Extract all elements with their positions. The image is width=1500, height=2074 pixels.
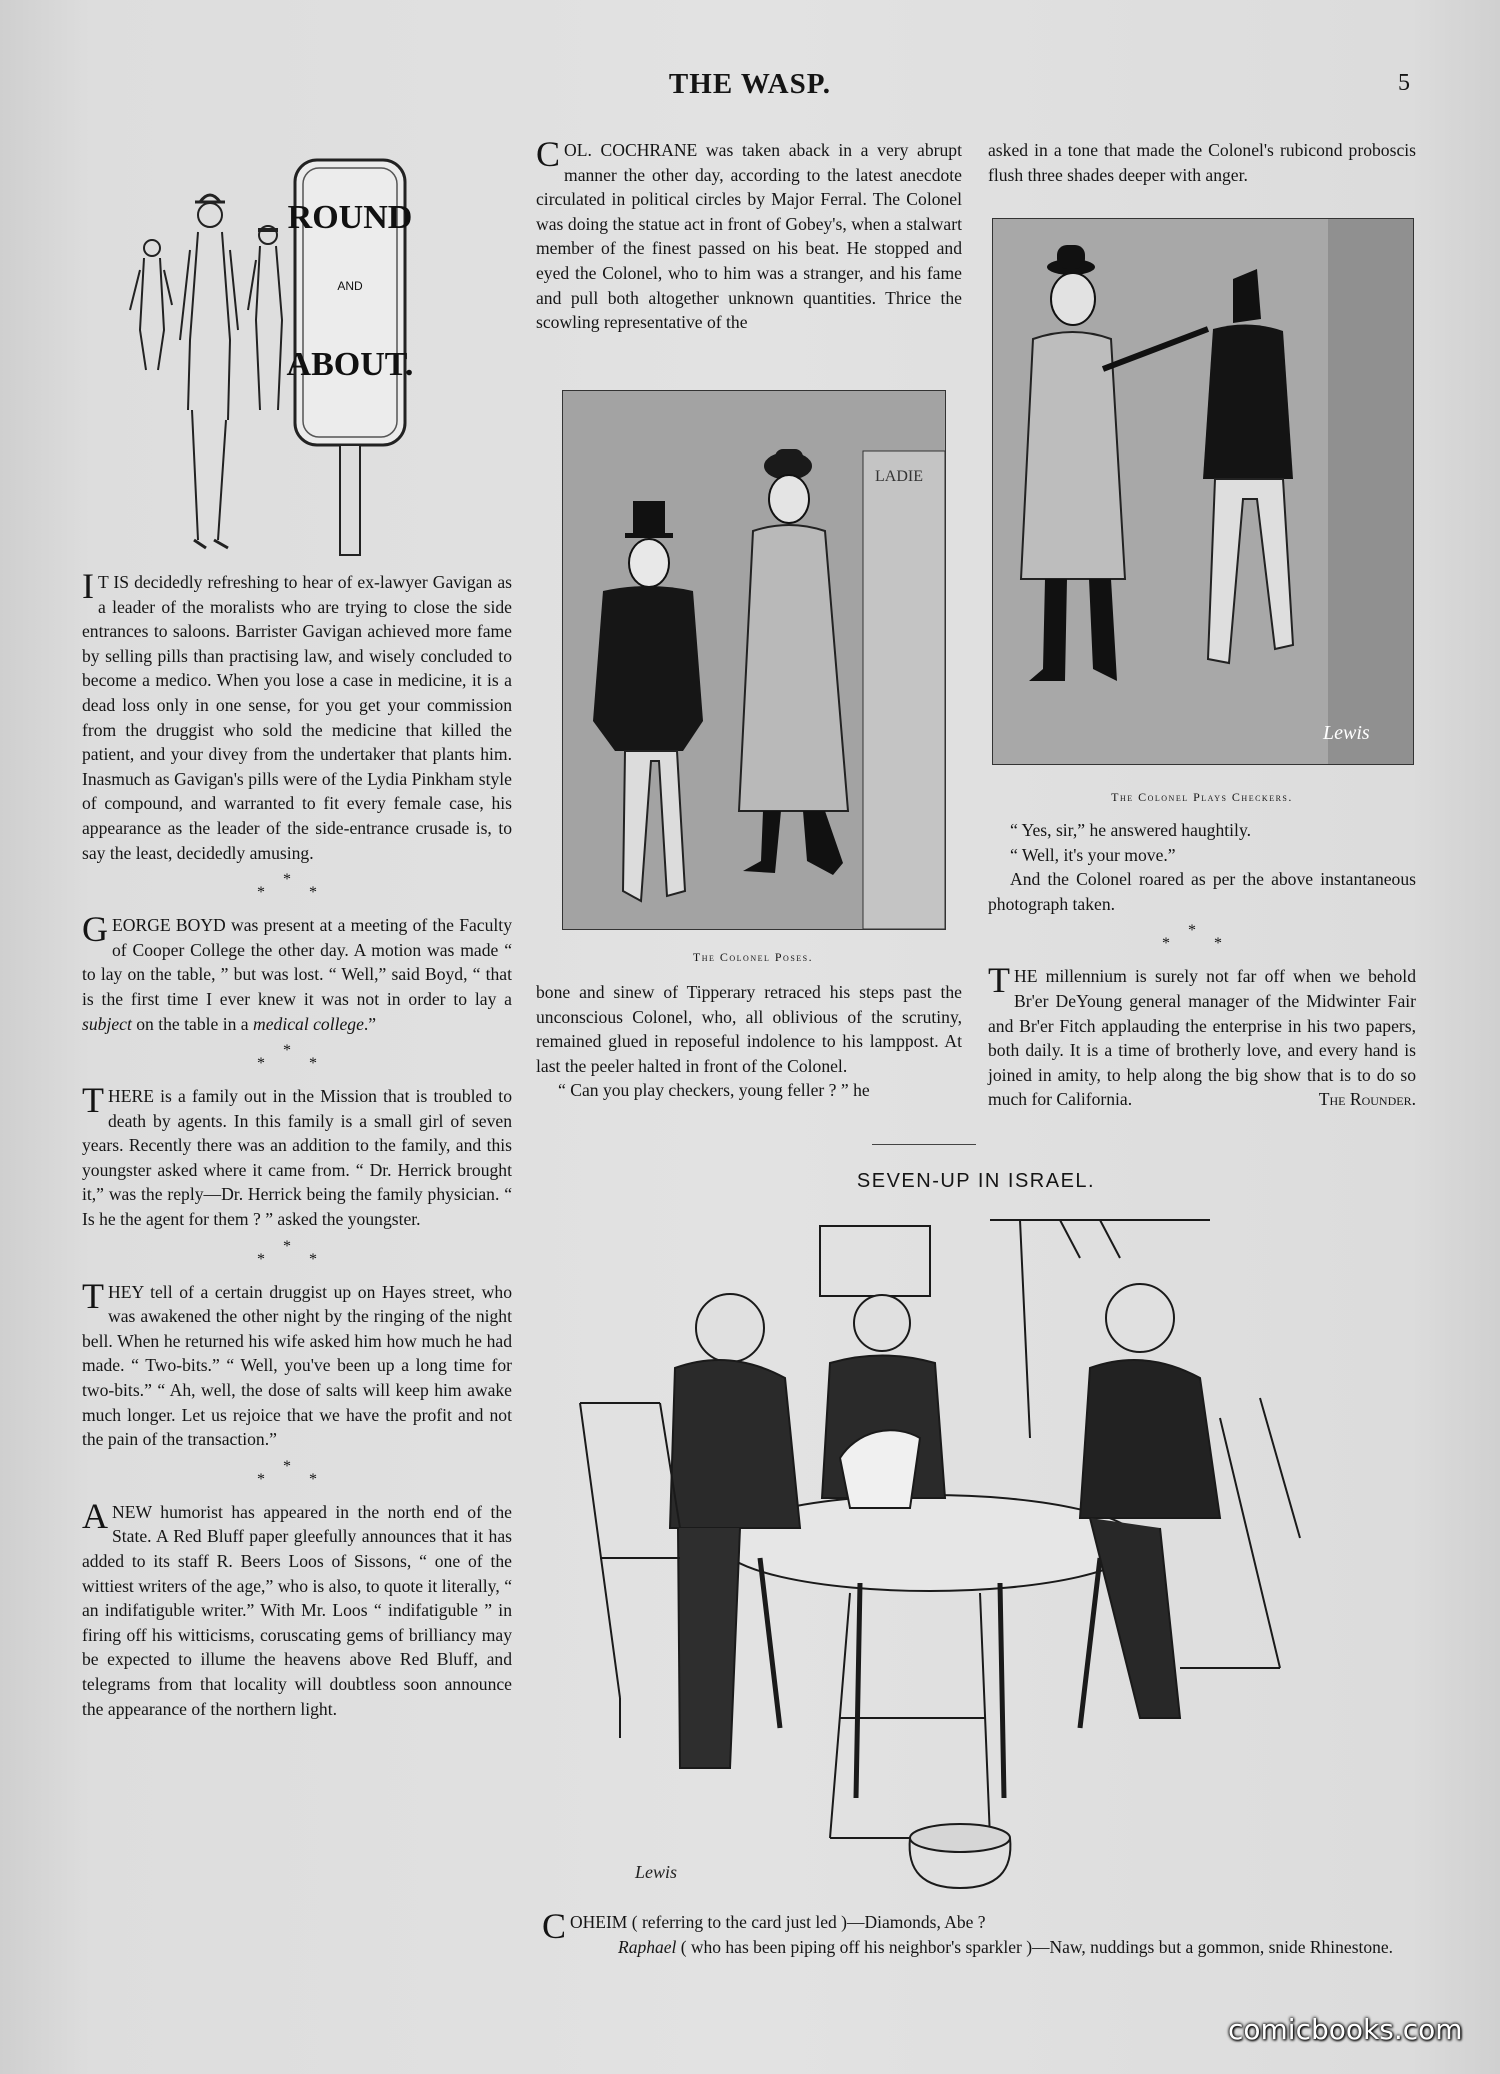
masthead-title: THE WASP. [668,68,832,100]
paragraph-text: NEW humorist has appeared in the north end of the State. A Red Bluff paper gleefully announces that it has added to its staff R. Beers Loos of Sissons, “ one of the wittiest writers of the age,” who is also, to quote it literally, “ an indifatiguble writer.” With Mr. Loos “ indifatiguble ” in firing off his witticisms, coruscating gems of brilliancy may be expected to illume the heavens above Red Bluff, and telegrams from that locality will doubtless soon announce the appearance of the northern light. [82,1501,512,1719]
page-number: 5 [1398,70,1410,96]
column-right-bottom [988,818,1416,1112]
colonel-poses-illustration [562,390,946,930]
paragraph-millennium [988,960,1416,1112]
paragraph-text: HEY tell of a certain druggist up on Hayes street, who was awakened the other night by the ringing of the night bell. When he returned his wife asked him how much he had made. “ Two-bits.” “ Well, you've been up a long time for two-bits.” “ Ah, well, the dose of salts will keep him awake much longer. Let us rejoice that we have the profit and not the pain of the transaction.” [82,1281,512,1450]
cartoon-caption [542,1906,1418,1959]
door-sign: LADIE [875,468,923,485]
paragraph-text: HERE is a family out in the Mission that is troubled to death by agents. In this family is a small girl of seven years. Recently there was an addition to the family, and this youngster asked where it came from. “ Dr. Herrick brought it,” was the reply—Dr. Herrick being the family physician. “ Is he the agent for them ? ” asked the youngster. [82,1086,512,1230]
paragraph-text: HE millennium is surely not far off when we behold Br'er DeYoung general manager of the Midwinter Fair and Br'er Fitch applauding the enterprise in his two papers, both daily. It is a time of brotherly love, and every hand is joined in amity, to help along the big show that is to do so much for California. [988,966,1416,1110]
section-divider: * * * [257,1457,337,1488]
paragraph-roared [988,867,1416,916]
caption-line-raphael [542,1935,1418,1960]
seven-up-cartoon [560,1198,1320,1908]
drop-cap: I [82,566,94,606]
round-and-about-illustration [110,140,430,560]
paragraph-text: “ Can you play checkers, young feller ? ” he [558,1080,870,1101]
drop-cap: C [536,134,561,174]
column-right-top [988,138,1416,187]
paragraph-your-move [988,843,1416,868]
column-middle-top [536,134,962,335]
colonel-checkers-illustration [992,218,1414,765]
column-middle-bottom [536,980,962,1103]
paragraph-tipperary [536,980,962,1078]
paragraph-text: on the table in a [131,1013,254,1034]
caption-colonel-checkers: The Colonel Plays Checkers. [1111,790,1293,804]
italic-text: subject [82,1013,132,1034]
cartoon-artist-signature: Lewis [635,1862,678,1882]
column-left [82,566,512,1721]
caption-line-coheim [542,1906,1418,1946]
section-divider: * * * [257,1042,337,1073]
paragraph-text: asked in a tone that made the Colonel's rubicond proboscis flush three shades deeper with anger. [988,140,1416,185]
paragraph-cochrane [536,134,962,335]
paragraph-humorist [82,1495,512,1721]
signature-rounder: The Rounder. [1318,1089,1416,1110]
drop-cap: T [82,1275,104,1316]
paragraph-mission-family [82,1080,512,1232]
paragraph-text: “ Yes, sir,” he answered haughtily. [1010,820,1251,840]
sign-round: ROUND [287,199,413,236]
watermark: comicbooks.com [1228,2013,1463,2046]
caption-text: ( who has been piping off his neighbor's sparkler )—Naw, nuddings but a gommon, snide Rhinestone. [676,1936,1394,1957]
divider-rule [872,1144,976,1145]
paragraph-text: .” [363,1013,377,1034]
cartoon-heading: SEVEN-UP IN ISRAEL. [856,1170,1096,1192]
drop-cap: A [82,1495,108,1536]
paragraph-rubicond [988,138,1416,187]
sign-about: ABOUT. [286,346,414,383]
section-divider: * * * [257,1237,337,1268]
drop-cap: T [988,960,1010,1001]
speaker-name: Raphael [618,1936,677,1957]
paragraph-text: “ Well, it's your move.” [1010,844,1176,865]
paragraph-text: EORGE BOYD was present at a meeting of the Faculty of Cooper College the other day. A motion was made “ to lay on the table, ” but was lost. “ Well,” said Boyd, “ that is the first time I ever knew it was not in order to lay a [82,915,512,1009]
paragraph-checkers-question [536,1078,962,1103]
paragraph-text: And the Colonel roared as per the above instantaneous photograph taken. [988,869,1416,914]
section-divider: * * * [257,871,337,902]
artist-signature: Lewis [1323,722,1370,744]
section-divider: * * * [1162,922,1242,953]
colonel-checkers-drawing [993,219,1413,764]
paragraph-yes-sir [988,818,1416,843]
paragraph-druggist [82,1275,512,1452]
colonel-poses-drawing [563,391,945,929]
drop-cap: T [82,1080,104,1121]
drop-cap: G [82,909,108,950]
paragraph-gavigan [82,566,512,865]
paragraph-text: T IS decidedly refreshing to hear of ex-lawyer Gavigan as a leader of the moralists who are trying to close the side entrances to saloons. Barrister Gavigan achieved more fame by selling pills than practising law, and wisely concluded to become a medico. When you lose a case in medicine, it is a dead loss only in one sense, for you get your commission from the druggist who sold the medicine that killed the patient, and your divey from the undertaker that plants him. Inasmuch as Gavigan's pills were of the Lydia Pinkham style of compound, and warranted to fit every female case, his appearance as the leader of the side-entrance crusade is, to say the least, decidedly amusing. [82,572,512,863]
sign-and: AND [337,279,363,293]
drop-cap: C [542,1906,567,1946]
caption-text: OHEIM ( referring to the card just led )—Diamonds, Abe ? [570,1912,986,1932]
italic-text: medical college [253,1013,364,1034]
paragraph-text: bone and sinew of Tipperary retraced his steps past the unconscious Colonel, who, all oblivious of the scrutiny, remained glued in reposeful indolence to his lamppost. At last the peeler halted in front of the Colonel. [536,982,962,1076]
paragraph-boyd [82,909,512,1036]
paragraph-text: OL. COCHRANE was taken aback in a very abrupt manner the other day, according to the latest anecdote circulated in political circles by Major Ferral. The Colonel was doing the statue act in front of Gobey's, when a stalwart member of the finest passed on his beat. He stopped and eyed the Colonel, who to him was a stranger, and his fame and pull both altogether unknown quantities. Thrice the scowling representative of the [536,140,962,333]
caption-colonel-poses: The Colonel Poses. [692,950,814,964]
